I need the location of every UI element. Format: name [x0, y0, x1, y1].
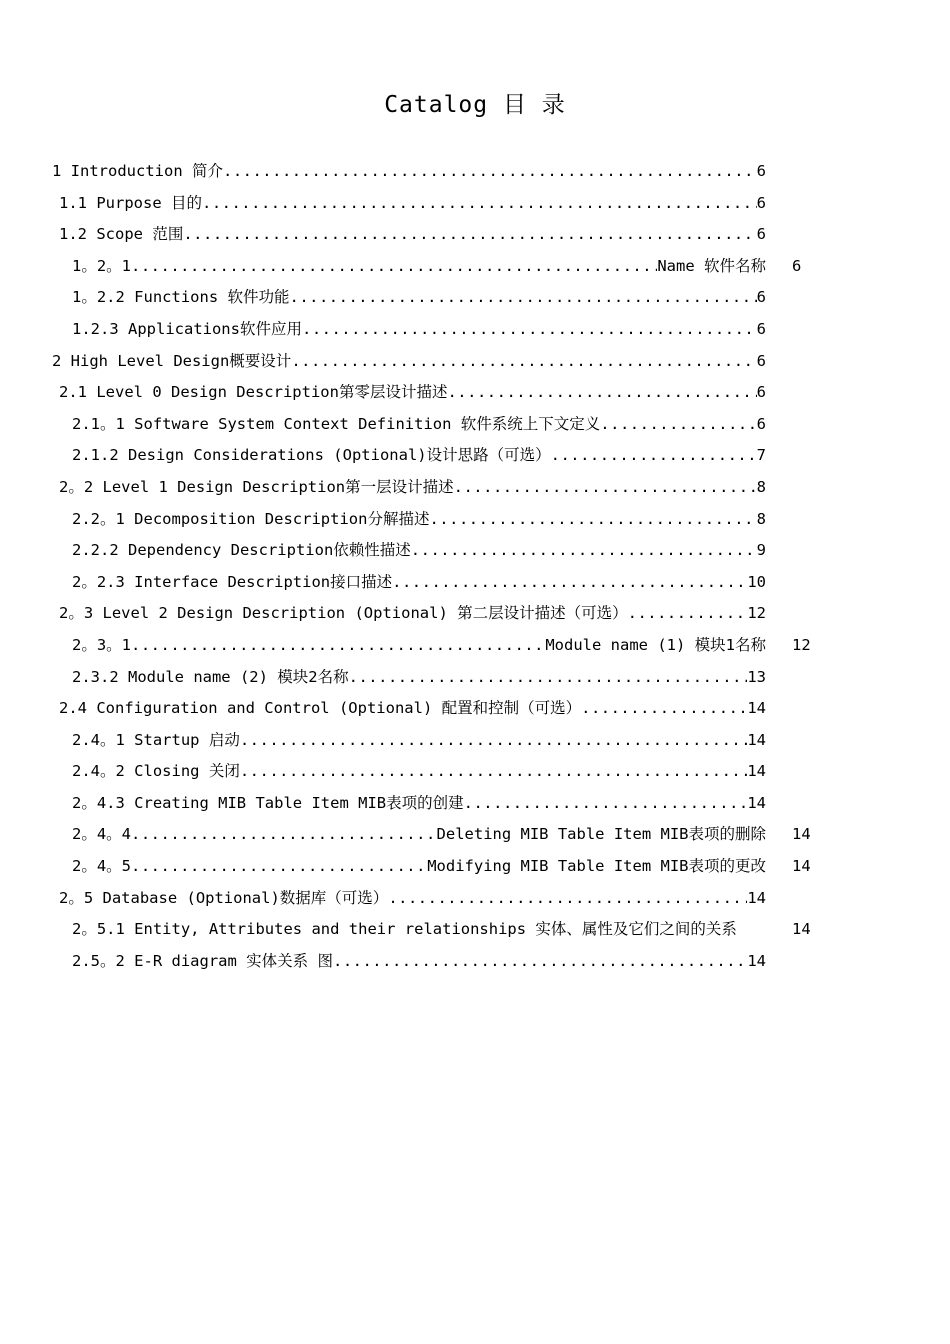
toc-entry-line — [72, 756, 766, 788]
toc-entry[interactable] — [0, 567, 950, 599]
toc-entry-number-or-title: 2。5.1 Entity, Attributes and their relationships 实体、属性及它们之间的关系 — [72, 920, 737, 939]
toc-entry-number-or-title: 2。3。1 — [72, 635, 131, 654]
toc-entry-line — [72, 788, 766, 820]
toc-entry[interactable] — [0, 598, 950, 630]
toc-entry[interactable] — [0, 440, 950, 472]
toc-dot-leader — [131, 851, 427, 883]
toc-entry-title: Module name (1) 模块1名称 — [545, 635, 766, 654]
toc-entry-line — [59, 472, 766, 504]
toc-entry-title: Deleting MIB Table Item MIB表项的删除 — [436, 825, 766, 844]
toc-entry-line — [59, 188, 766, 220]
toc-entry-page: 6 — [792, 256, 802, 275]
toc-entry-line — [72, 409, 766, 441]
toc-entry[interactable] — [0, 535, 950, 567]
toc-dot-leader — [202, 188, 757, 220]
toc-dot-leader — [388, 883, 747, 915]
toc-dot-leader — [411, 535, 757, 567]
toc-entry-page: 14 — [747, 793, 766, 812]
toc-entry-number-or-title: 2.1。1 Software System Context Definition 软件系统上下文定义 — [72, 414, 601, 433]
toc-entry-number-or-title: 2。4。4 — [72, 825, 131, 844]
toc-entry-line — [59, 693, 766, 725]
toc-entry-line — [72, 567, 766, 599]
toc-entry-number-or-title: 1.1 Purpose 目的 — [59, 193, 202, 212]
toc-entry-page: 6 — [756, 383, 766, 402]
toc-entry-number-or-title: 2.3.2 Module name (2) 模块2名称 — [72, 667, 349, 686]
toc-entry-page: 12 — [747, 604, 766, 623]
toc-entry[interactable] — [0, 282, 950, 314]
toc-dot-leader — [551, 440, 757, 472]
toc-dot-leader — [240, 725, 748, 757]
toc-dot-leader — [581, 693, 747, 725]
toc-entry-number-or-title: 2。2.3 Interface Description接口描述 — [72, 572, 393, 591]
page-title: Catalog 目 录 — [384, 92, 566, 118]
toc-entry[interactable] — [0, 188, 950, 220]
toc-entry-line — [72, 535, 766, 567]
toc-entry-number-or-title: 2.1.2 Design Considerations (Optional)设计思路（可选） — [72, 446, 551, 465]
toc-entry-title: Modifying MIB Table Item MIB表项的更改 — [427, 857, 766, 876]
toc-entry-page: 10 — [747, 572, 766, 591]
toc-dot-leader — [349, 662, 748, 694]
toc-entry-line — [72, 662, 766, 694]
toc-entry-number-or-title: 2。2 Level 1 Design Description第一层设计描述 — [59, 477, 454, 496]
toc-entry-number-or-title: 2。3 Level 2 Design Description (Optional) 第二层设计描述（可选） — [59, 604, 628, 623]
toc-entry-page: 14 — [792, 920, 811, 939]
toc-entry-page: 14 — [747, 730, 766, 749]
toc-entry-line — [52, 156, 766, 188]
toc-entry-number-or-title: 2。4。5 — [72, 857, 131, 876]
toc-entry[interactable] — [0, 851, 950, 883]
toc-entry-page: 8 — [756, 509, 766, 528]
toc-entry-line — [59, 883, 766, 915]
toc-entry-number-or-title: 2.4 Configuration and Control (Optional) 配置和控制（可选） — [59, 699, 582, 718]
toc-dot-leader — [131, 819, 437, 851]
toc-entry-page: 14 — [792, 825, 811, 844]
toc-entry-line — [72, 440, 766, 472]
toc-entry-number-or-title: 2.1 Level 0 Design Description第零层设计描述 — [59, 383, 448, 402]
toc-entry-number-or-title: 2.2。1 Decomposition Description分解描述 — [72, 509, 430, 528]
toc-dot-leader — [392, 567, 747, 599]
toc-entry-number-or-title: 2。5 Database (Optional)数据库（可选） — [59, 888, 389, 907]
toc-entry-line — [72, 282, 766, 314]
toc-entry[interactable] — [0, 346, 950, 378]
toc-entry-line — [52, 346, 766, 378]
toc-entry-page: 6 — [756, 193, 766, 212]
toc-entry-page: 14 — [747, 888, 766, 907]
toc-dot-leader — [429, 504, 756, 536]
toc-entry[interactable] — [0, 819, 950, 851]
toc-entry-number-or-title: 1。2。1 — [72, 256, 131, 275]
toc-entry[interactable] — [0, 883, 950, 915]
toc-entry-line — [72, 819, 766, 851]
toc-dot-leader — [333, 946, 747, 978]
toc-entry-line — [72, 946, 766, 978]
toc-entry-page: 6 — [756, 288, 766, 307]
toc-entry[interactable] — [0, 219, 950, 251]
toc-entry-number-or-title: 2。4.3 Creating MIB Table Item MIB表项的创建 — [72, 793, 464, 812]
toc-entry-number-or-title: 2.5。2 E-R diagram 实体关系 图 — [72, 951, 333, 970]
toc-entry-page: 14 — [747, 699, 766, 718]
toc-entry-page: 14 — [792, 857, 811, 876]
toc-entry-line — [72, 251, 766, 283]
toc-entry-line — [59, 377, 766, 409]
toc-entry[interactable] — [0, 662, 950, 694]
toc-entry-line — [72, 851, 766, 883]
toc-entry[interactable] — [0, 314, 950, 346]
toc-entry-number-or-title: 2.2.2 Dependency Description依赖性描述 — [72, 541, 411, 560]
toc-entry-line — [72, 314, 766, 346]
toc-entry-line — [72, 725, 766, 757]
toc-entry-title: Name 软件名称 — [657, 256, 766, 275]
toc-dot-leader — [600, 409, 756, 441]
toc-entry-number-or-title: 1.2 Scope 范围 — [59, 225, 184, 244]
toc-dot-leader — [289, 282, 756, 314]
toc-entry-number-or-title: 1 Introduction 简介 — [52, 162, 223, 180]
toc-entry[interactable] — [0, 946, 950, 978]
toc-dot-leader — [131, 251, 657, 283]
toc-entry-page: 9 — [756, 541, 766, 560]
toc-entry[interactable] — [0, 693, 950, 725]
toc-entry[interactable] — [0, 630, 950, 662]
toc-entry-line — [59, 219, 766, 251]
toc-entry[interactable] — [0, 251, 950, 283]
toc-entry-page: 6 — [756, 414, 766, 433]
toc-entry-page: 7 — [756, 446, 766, 465]
toc-dot-leader — [447, 377, 756, 409]
toc-entry-number-or-title: 2 High Level Design概要设计 — [52, 351, 292, 370]
toc-entry-line — [72, 630, 766, 662]
toc-entry-page: 13 — [747, 667, 766, 686]
toc-entry[interactable] — [0, 914, 950, 946]
toc-entry-line — [72, 504, 766, 536]
toc-entry-line — [72, 914, 766, 946]
toc-entry-page: 6 — [756, 351, 766, 370]
toc-dot-leader — [464, 788, 748, 820]
toc-entry-page: 6 — [756, 319, 766, 338]
toc-dot-leader — [223, 156, 757, 188]
toc-entry-page: 14 — [747, 951, 766, 970]
toc-entry-page: 6 — [756, 162, 766, 180]
toc-dot-leader — [628, 598, 748, 630]
toc-entry-number-or-title: 2.4。2 Closing 关闭 — [72, 762, 240, 781]
toc-entry[interactable] — [0, 156, 950, 188]
toc-entry[interactable] — [0, 377, 950, 409]
toc-dot-leader — [291, 346, 756, 378]
toc-dot-leader — [183, 219, 756, 251]
toc-dot-leader — [454, 472, 757, 504]
toc-dot-leader — [240, 756, 748, 788]
toc-entry-number-or-title: 1.2.3 Applications软件应用 — [72, 319, 302, 338]
toc-entry-page: 8 — [756, 477, 766, 496]
toc-entry[interactable] — [0, 788, 950, 820]
toc-entry[interactable] — [0, 756, 950, 788]
toc-entry-number-or-title: 1。2.2 Functions 软件功能 — [72, 288, 290, 307]
toc-entry-page: 12 — [792, 635, 811, 654]
toc-entry-number-or-title: 2.4。1 Startup 启动 — [72, 730, 240, 749]
toc-entry[interactable] — [0, 472, 950, 504]
toc-dot-leader — [131, 630, 545, 662]
table-of-contents — [0, 156, 950, 977]
toc-entry[interactable] — [0, 725, 950, 757]
toc-entry-line — [59, 598, 766, 630]
toc-entry-page: 14 — [747, 762, 766, 781]
toc-entry[interactable] — [0, 504, 950, 536]
toc-entry[interactable] — [0, 409, 950, 441]
toc-dot-leader — [302, 314, 757, 346]
toc-entry-page: 6 — [756, 225, 766, 244]
